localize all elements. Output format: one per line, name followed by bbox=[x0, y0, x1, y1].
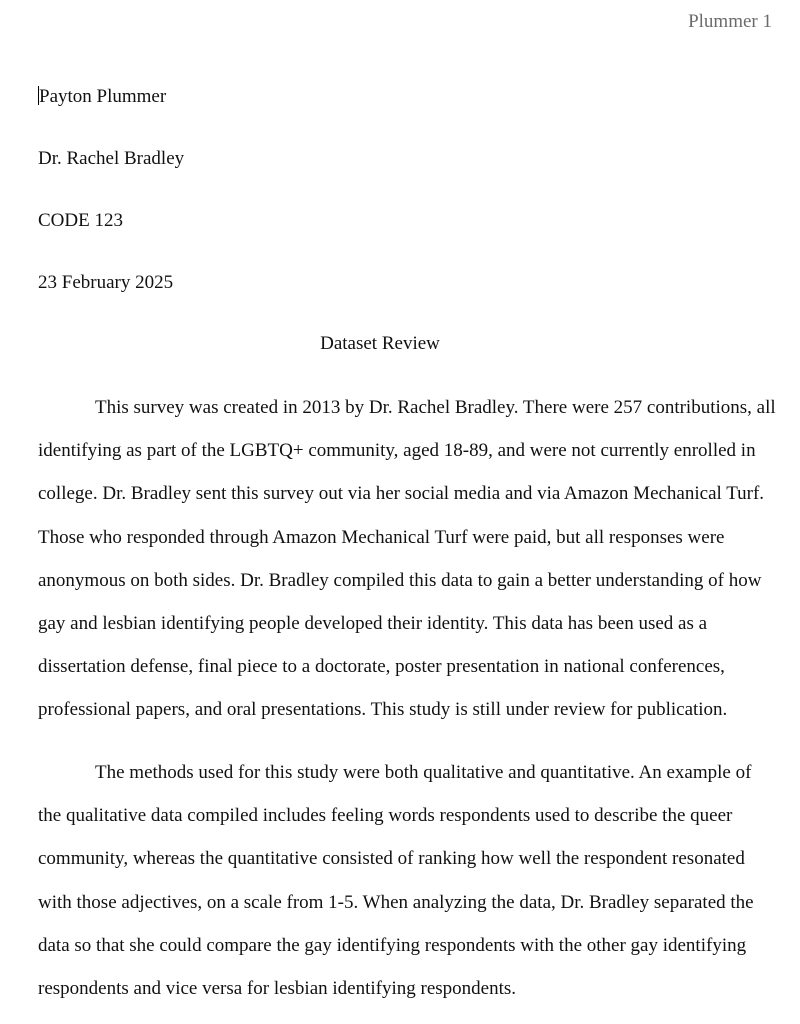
paragraph-line: the qualitative data compiled includes feeling words respondents used to describe the queer bbox=[38, 805, 733, 827]
student-name: Payton Plummer bbox=[39, 86, 167, 107]
document-title[interactable]: Dataset Review bbox=[320, 333, 440, 354]
paragraph-1[interactable] bbox=[38, 386, 780, 732]
paragraph-line: gay and lesbian identifying people developed their identity. This data has been used as a bbox=[38, 613, 708, 635]
paragraph-line: college. Dr. Bradley sent this survey out via her social media and via Amazon Mechanical Turf. bbox=[38, 483, 765, 505]
paragraph-line: dissertation defense, final piece to a doctorate, poster presentation in national conferences, bbox=[38, 656, 725, 678]
paragraph-line: Those who responded through Amazon Mechanical Turf were paid, but all responses were bbox=[38, 526, 725, 548]
document-date[interactable]: 23 February 2025 bbox=[38, 272, 174, 293]
paragraph-line: with those adjectives, on a scale from 1-5. When analyzing the data, Dr. Bradley separated the bbox=[38, 891, 754, 913]
paragraph-2[interactable] bbox=[38, 751, 780, 1010]
paragraph-line: community, whereas the quantitative consisted of ranking how well the respondent resonated bbox=[38, 848, 745, 870]
instructor-name[interactable]: Dr. Rachel Bradley bbox=[38, 148, 185, 169]
paragraph-line: identifying as part of the LGBTQ+ community, aged 18-89, and were not currently enrolled in bbox=[38, 440, 756, 462]
paragraph-line: professional papers, and oral presentations. This study is still under review for publication. bbox=[38, 699, 728, 721]
paragraph-line: data so that she could compare the gay identifying respondents with the other gay identifying bbox=[38, 934, 747, 956]
student-name-line[interactable] bbox=[38, 85, 778, 109]
course-code[interactable]: CODE 123 bbox=[38, 210, 123, 231]
paragraph-line: The methods used for this study were both qualitative and quantitative. An example of bbox=[95, 762, 752, 783]
paragraph-line: respondents and vice versa for lesbian identifying respondents. bbox=[38, 978, 517, 1000]
paragraph-line: This survey was created in 2013 by Dr. Rachel Bradley. There were 257 contributions, all bbox=[95, 397, 776, 418]
paragraph-line: anonymous on both sides. Dr. Bradley compiled this data to gain a better understanding of how bbox=[38, 569, 762, 591]
mla-heading bbox=[38, 85, 778, 333]
running-head: Plummer 1 bbox=[688, 11, 772, 32]
